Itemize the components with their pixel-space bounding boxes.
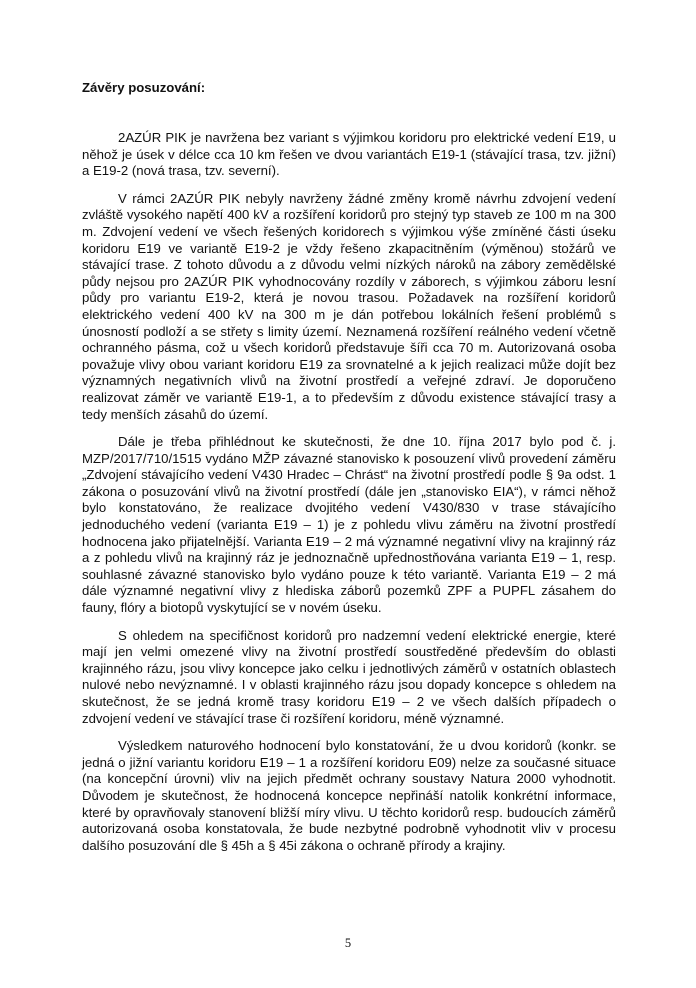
paragraph-eia-statement: Dále je třeba přihlédnout ke skutečnosti, že dne 10. října 2017 bylo pod č. j. MZP/2017/710/1515 vydáno MŽP závazné stanovisko k posouzení vlivů provedení záměru „Zdvojení stávajícího vedení V430 Hradec – Chrást“ na životní prostředí podle § 9a odst. 1 zákona o posuzování vlivů na životní prostředí (dále jen „stanovisko EIA“), v rámci něhož bylo konstatováno, že realizace dvojitého vedení V430/830 v trase stávajícího jednoduchého vedení (varianta E19 – 1) je z pohledu vlivu záměru na životní prostředí hodnocena jako přijatelnější. Varianta E19 – 2 má významné negativní vlivy na krajinný ráz a z pohledu vlivů na krajinný ráz je jednoznačně upřednostňována varianta E19 – 1, resp. souhlasné závazné stanovisko bylo vydáno pouze k této variantě. Varianta E19 – 2 má dále významné negativní vlivy z hlediska záborů pozemků ZPF a PUPFL zásahem do fauny, flóry a biotopů vyskytující se v novém úseku. <box>82 434 616 616</box>
paragraph-natura: Výsledkem naturového hodnocení bylo konstatování, že u dvou koridorů (konkr. se jedná o jižní variantu koridoru E19 – 1 a rozšíření koridoru E09) nelze za současné situace (na koncepční úrovni) vliv na jejich předmět ochrany soustavy Natura 2000 vyhodnotit. Důvodem je skutečnost, že hodnocená koncepce nepřináší natolik konkrétní informace, které by opravňovaly stanovení bližší míry vlivu. U těchto koridorů resp. budoucích záměrů autorizovaná osoba konstatovala, že bude nezbytné podrobně vyhodnotit vliv v procesu dalšího posuzování dle § 45h a § 45i zákona o ochraně přírody a krajiny. <box>82 738 616 853</box>
section-heading: Závěry posuzování: <box>82 80 206 95</box>
paragraph-variants: 2AZÚR PIK je navržena bez variant s výjimkou koridoru pro elektrické vedení E19, u něhož je úsek v délce cca 10 km řešen ve dvou variantách E19-1 (stávající trasa, tzv. jižní) a E19-2 (nová trasa, tzv. severní). <box>82 130 616 179</box>
body-text <box>82 130 616 865</box>
page-number: 5 <box>344 936 352 950</box>
paragraph-landscape: S ohledem na specifičnost koridorů pro nadzemní vedení elektrické energie, které mají jen velmi omezené vlivy na životní prostředí soustředěné především do oblasti krajinného rázu, jsou vlivy koncepce jako celku i jednotlivých záměrů v ostatních oblastech nulové nebo nevýznamné. I v oblasti krajinného rázu jsou dopady koncepce s ohledem na skutečnost, že se jedná kromě trasy koridoru E19 – 2 ve všech dalších případech o zdvojení vedení ve stávající trase či rozšíření koridoru, méně významné. <box>82 627 616 726</box>
paragraph-changes: V rámci 2AZÚR PIK nebyly navrženy žádné změny kromě návrhu zdvojení vedení zvláště vysokého napětí 400 kV a rozšíření koridorů pro stejný typ staveb ze 100 m na 300 m. Zdvojení vedení ve všech řešených koridorech s výjimkou výše zmíněné části úseku koridoru E19 ve variantě E19-2 je vždy řešeno zkapacitněním (výměnou) stožárů ve stávající trase. Z tohoto důvodu a z důvodu velmi nízkých nároků na zábory zemědělské půdy nejsou pro 2AZÚR PIK vyhodnocovány rozdíly v záborech, s výjimkou záboru lesní půdy pro variantu E19-2, která je novou trasou. Požadavek na rozšíření koridorů elektrického vedení 400 kV na 300 m je dán potřebou lokálních řešení problémů s únosností podloží a se střety s limity území. Neznamená rozšíření reálného vedení včetně ochranného pásma, což u všech koridorů představuje šíři cca 70 m. Autorizovaná osoba považuje vlivy obou variant koridoru E19 za srovnatelné a k jejich realizaci může dojít bez významných negativních vlivů na životní prostředí a veřejné zdraví. Je doporučeno realizovat záměr ve variantě E19-1, a to především z důvodu existence stávající trasy a tedy menších zásahů do území. <box>82 190 616 422</box>
